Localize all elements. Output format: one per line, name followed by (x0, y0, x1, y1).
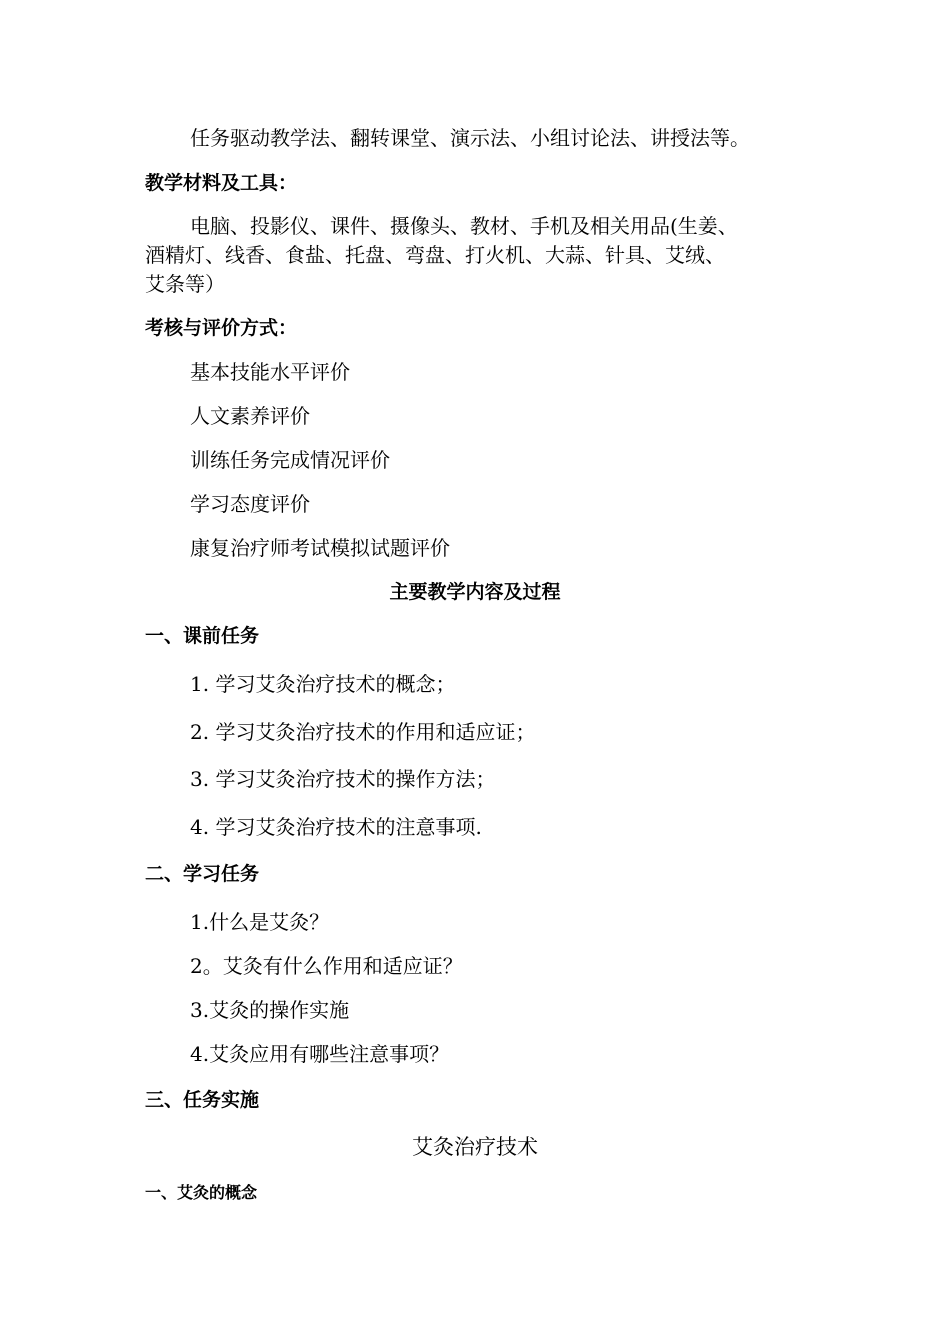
pre-class-item: 3. 学习艾灸治疗技术的操作方法； (190, 767, 496, 791)
assessment-heading: 考核与评价方式： (145, 317, 298, 339)
assessment-item: 康复治疗师考试模拟试题评价 (190, 536, 450, 560)
materials-heading: 教学材料及工具： (145, 172, 298, 194)
assessment-item: 人文素养评价 (190, 404, 310, 428)
learning-item: 2。艾灸有什么作用和适应证？ (190, 954, 463, 978)
pre-class-item: 4. 学习艾灸治疗技术的注意事项. (190, 815, 482, 839)
pre-class-item: 2. 学习艾灸治疗技术的作用和适应证； (190, 720, 536, 744)
assessment-item: 学习态度评价 (190, 492, 310, 516)
teaching-methods-text: 任务驱动教学法、翻转课堂、演示法、小组讨论法、讲授法等。 (190, 126, 750, 150)
learning-item: 4.艾灸应用有哪些注意事项？ (190, 1042, 450, 1066)
assessment-item: 训练任务完成情况评价 (190, 448, 390, 472)
pre-class-heading: 一、课前任务 (145, 625, 260, 647)
implementation-heading: 三、任务实施 (145, 1089, 260, 1111)
learning-heading: 二、学习任务 (145, 863, 260, 885)
materials-line-3: 艾条等） (145, 272, 225, 296)
assessment-item: 基本技能水平评价 (190, 360, 350, 384)
learning-item: 3.艾灸的操作实施 (190, 998, 350, 1022)
main-title: 主要教学内容及过程 (389, 581, 561, 603)
materials-line-1: 电脑、投影仪、课件、摄像头、教材、手机及相关用品(生姜、 (190, 214, 738, 238)
pre-class-item: 1. 学习艾灸治疗技术的概念； (190, 672, 456, 696)
materials-line-2: 酒精灯、线香、食盐、托盘、弯盘、打火机、大蒜、针具、艾绒、 (145, 243, 725, 267)
concept-subheading: 一、艾灸的概念 (145, 1183, 258, 1202)
learning-item: 1.什么是艾灸？ (190, 910, 330, 934)
section-title: 艾灸治疗技术 (412, 1135, 538, 1159)
